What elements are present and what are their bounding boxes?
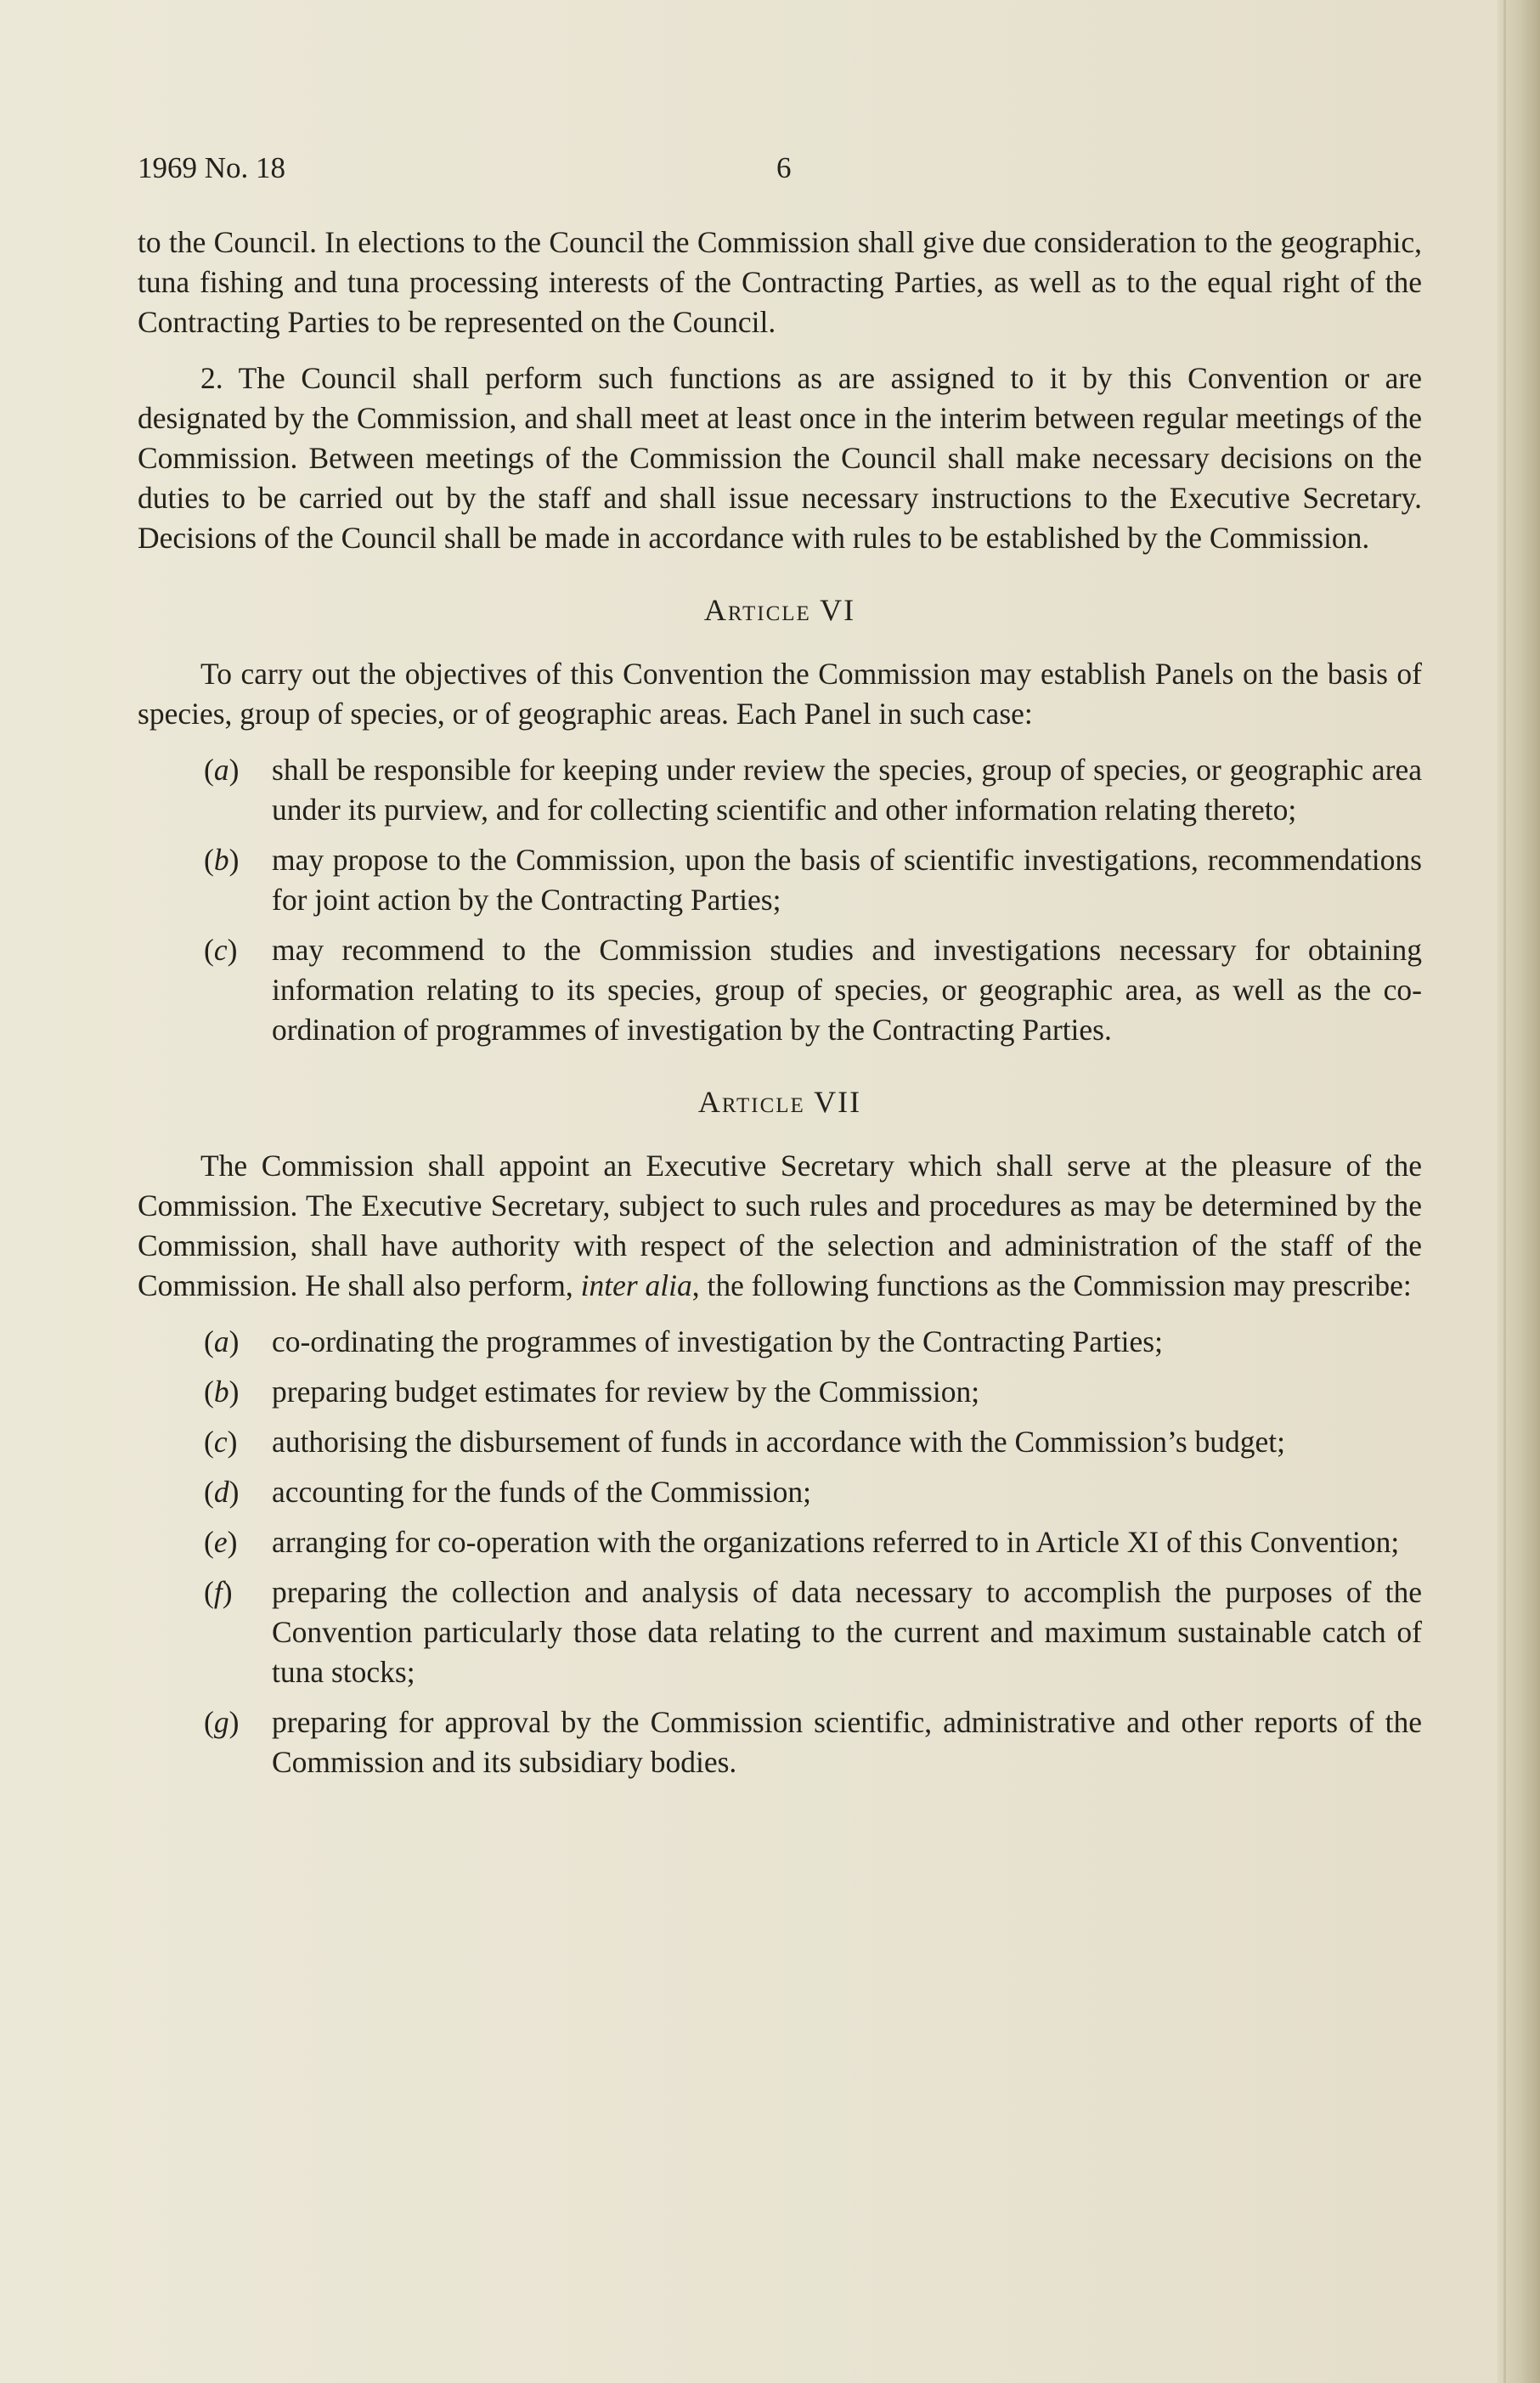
- paragraph-council-elections: to the Council. In elections to the Council the Commission shall give due consideration to the geographic, tuna fishing and tuna processing interests of the Contracting Parties, as well as to the equal right of the Contracting Parties to be represented on the Council.: [138, 225, 1422, 339]
- list-item-label: (d): [204, 1475, 240, 1509]
- list-item: [138, 1322, 1422, 1362]
- article-6-intro: To carry out the objectives of this Convention the Commission may establish Panels on the basis of species, group of species, or of geographic areas. Each Panel in such case:: [138, 657, 1422, 731]
- list-item-text: shall be responsible for keeping under review the species, group of species, or geographic area under its purview, and for collecting scientific and other information relating thereto;: [272, 753, 1422, 827]
- list-item: [138, 1703, 1422, 1782]
- list-item-label: (c): [204, 933, 238, 967]
- list-item-label: (b): [204, 843, 240, 877]
- article-6-heading: Article VI: [703, 593, 856, 627]
- list-item: [138, 1573, 1422, 1692]
- list-item-text: preparing budget estimates for review by the Commission;: [272, 1375, 980, 1409]
- list-item-text: authorising the disbursement of funds in accordance with the Commission’s budget;: [272, 1425, 1285, 1459]
- list-item-text: preparing for approval by the Commission scientific, administrative and other reports of the Commission and its subsidiary bodies.: [272, 1705, 1422, 1779]
- list-item-text: accounting for the funds of the Commission;: [272, 1475, 811, 1509]
- list-item-label: (f): [204, 1575, 233, 1609]
- list-item: [138, 1372, 1422, 1412]
- latin-phrase: inter alia: [580, 1268, 692, 1302]
- paragraph-council-functions: 2. The Council shall perform such functions as are assigned to it by this Convention or are designated by the Commission, and shall meet at least once in the interim between regular meetings of the Commission. Between meetings of the Commission the Council shall make necessary decisions on the duties to be carried out by the staff and shall issue necessary instructions to the Executive Secretary. Decisions of the Council shall be made in accordance with rules to be established by the Commission.: [138, 361, 1422, 555]
- page-number: 6: [776, 151, 792, 184]
- page-body: [138, 223, 1422, 1793]
- list-item-text: arranging for co-operation with the organizations referred to in Article XI of this Convention;: [272, 1525, 1400, 1559]
- list-item-label: (g): [204, 1705, 240, 1739]
- binding-shadow: [1503, 0, 1506, 2383]
- article-7-intro: The Commission shall appoint an Executive Secretary which shall serve at the pleasure of the Commission. The Executive Secretary, subject to such rules and procedures as may be determined by the Commission, shall have authority with respect of the selection and administration of the staff of the Commission. He shall also perform, inter alia, the following functions as the Commission may prescribe:: [138, 1149, 1422, 1302]
- list-item: [138, 1422, 1422, 1462]
- list-item: [138, 840, 1422, 920]
- list-item-text: co-ordinating the programmes of investigation by the Contracting Parties;: [272, 1324, 1163, 1358]
- list-item: [138, 930, 1422, 1050]
- list-item-text: may recommend to the Commission studies and investigations necessary for obtaining information relating to its species, group of species, or geographic area, as well as the co-ordination of programmes of investigation by the Contracting Parties.: [272, 933, 1422, 1047]
- document-reference: 1969 No. 18: [138, 151, 286, 184]
- list-item: [138, 1472, 1422, 1512]
- list-item: [138, 1522, 1422, 1562]
- list-item-label: (e): [204, 1525, 238, 1559]
- list-item-text: preparing the collection and analysis of data necessary to accomplish the purposes of the Convention particularly those data relating to the current and maximum sustainable catch of tuna stocks;: [272, 1575, 1422, 1689]
- list-item-label: (a): [204, 1324, 240, 1358]
- list-item-label: (a): [204, 753, 240, 787]
- list-item-label: (c): [204, 1425, 238, 1459]
- list-item-label: (b): [204, 1375, 240, 1409]
- list-item: [138, 750, 1422, 830]
- list-item-text: may propose to the Commission, upon the basis of scientific investigations, recommendations for joint action by the Contracting Parties;: [272, 843, 1422, 917]
- article-7-heading: Article VII: [697, 1085, 862, 1119]
